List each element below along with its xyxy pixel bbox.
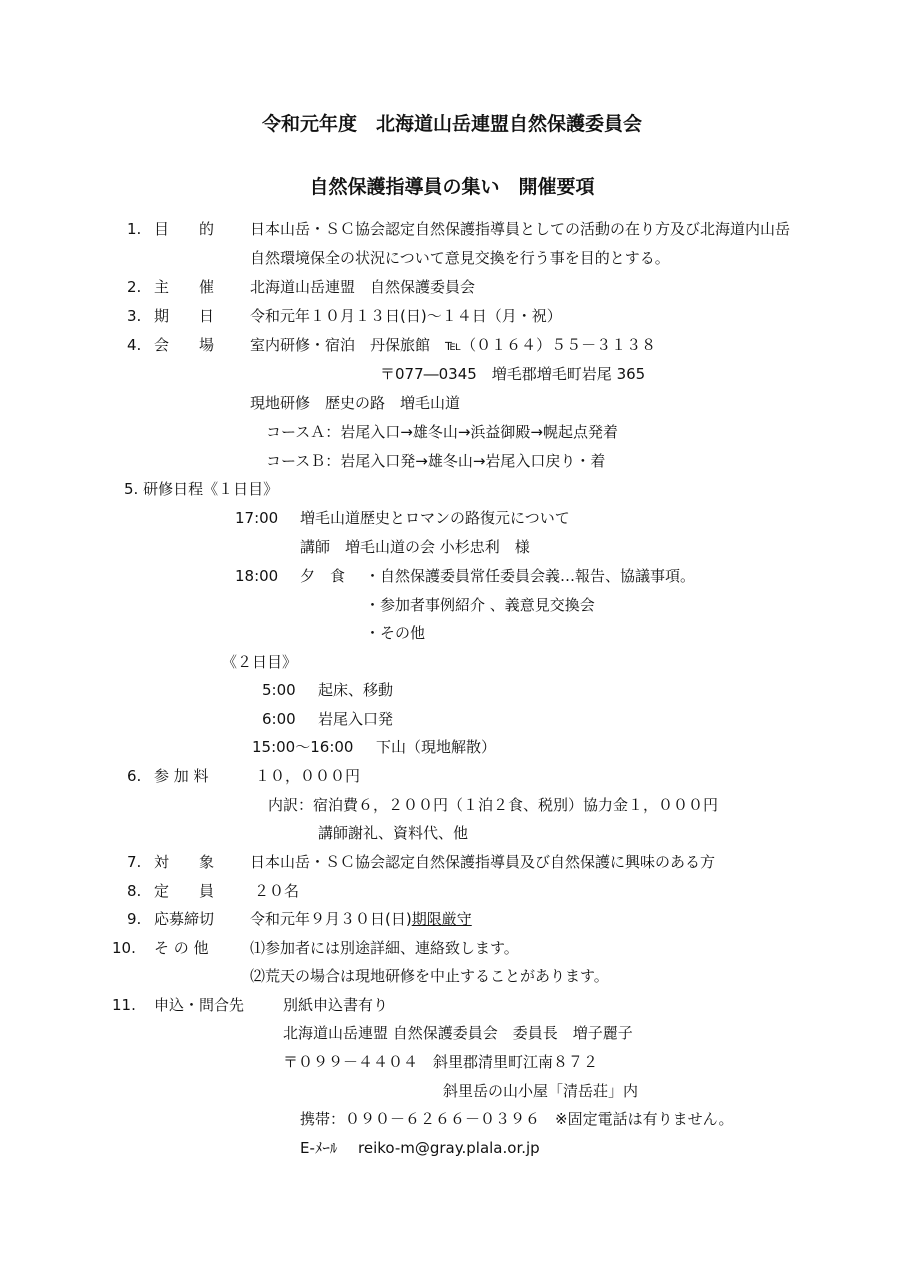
section-8-number: 8. bbox=[127, 882, 142, 900]
section-2-label: 主 催 bbox=[154, 278, 215, 296]
schedule-time-4: 6:00 bbox=[262, 710, 296, 728]
application-form-note: 別紙申込書有り bbox=[283, 996, 389, 1014]
schedule-time-3: 5:00 bbox=[262, 681, 296, 699]
section-3-number: 3. bbox=[127, 307, 142, 325]
deadline-strict: 期限厳守 bbox=[411, 910, 472, 928]
section-7-label: 対 象 bbox=[154, 853, 215, 871]
schedule-event-5: 下山（現地解散） bbox=[376, 738, 497, 756]
section-8-label: 定 員 bbox=[154, 882, 215, 900]
venue-text: 室内研修・宿泊 丹保旅館 ℡（０１６４）５５－３１３８ bbox=[250, 336, 657, 354]
contact-email-label: E-ﾒｰﾙ bbox=[300, 1139, 338, 1157]
section-3-text: 令和元年１０月１３日(日)～１４日（月・祝） bbox=[250, 307, 562, 325]
deadline-date bbox=[250, 908, 472, 930]
section-10-label: そ の 他 bbox=[154, 939, 209, 957]
section-10-number: 10. bbox=[112, 939, 136, 957]
schedule-event-2: 夕 食 bbox=[300, 567, 346, 585]
contact-mobile: 携帯：０９０－６２６６－０３９６ ※固定電話は有りません。 bbox=[300, 1110, 734, 1128]
section-1-text-line-2: 自然環境保全の状況について意見交換を行う事を目的とする。 bbox=[250, 249, 670, 267]
fee-amount: １０，０００円 bbox=[255, 767, 361, 785]
fee-detail-2: 講師謝礼、資料代、他 bbox=[318, 824, 469, 842]
agenda-item-1: ・自然保護委員常任委員会義…報告、協議事項。 bbox=[365, 567, 696, 585]
agenda-item-2: ・参加者事例紹介 、義意見交換会 bbox=[365, 596, 595, 614]
section-1-number: 1. bbox=[127, 220, 142, 238]
contact-email[interactable]: reiko-m@gray.plala.or.jp bbox=[358, 1139, 540, 1157]
section-9-label: 応募締切 bbox=[154, 910, 215, 928]
field-training: 現地研修 歴史の路 増毛山道 bbox=[250, 394, 461, 412]
section-4-label: 会 場 bbox=[154, 336, 215, 354]
schedule-time-1: 17:00 bbox=[235, 509, 279, 527]
contact-organization: 北海道山岳連盟 自然保護委員会 委員長 増子麗子 bbox=[283, 1024, 633, 1042]
section-9-number: 9. bbox=[127, 910, 142, 928]
schedule-event-3: 起床、移動 bbox=[318, 681, 394, 699]
section-7-text: 日本山岳・ＳＣ協会認定自然保護指導員及び自然保護に興味のある方 bbox=[250, 853, 716, 871]
schedule-time-5: 15:00～16:00 bbox=[252, 738, 354, 756]
section-1-label: 目 的 bbox=[154, 220, 215, 238]
venue-address: 〒077―0345 増毛郡増毛町岩尾 365 bbox=[380, 365, 646, 383]
section-4-number: 4. bbox=[127, 336, 142, 354]
day-2-heading: 《２日目》 bbox=[222, 653, 298, 671]
note-2: ⑵荒天の場合は現地研修を中止することがあります。 bbox=[250, 967, 609, 985]
deadline-date-text: 令和元年９月３０日(日) bbox=[250, 910, 412, 928]
section-8-text: ２０名 bbox=[254, 882, 300, 900]
schedule-event-4: 岩尾入口発 bbox=[318, 710, 394, 728]
section-1-text-line-1: 日本山岳・ＳＣ協会認定自然保護指導員としての活動の在り方及び北海道内山岳 bbox=[250, 220, 791, 238]
section-3-label: 期 日 bbox=[154, 307, 215, 325]
section-2-text: 北海道山岳連盟 自然保護委員会 bbox=[250, 278, 476, 296]
title-line-2: 自然保護指導員の集い 開催要項 bbox=[309, 176, 595, 198]
agenda-item-3: ・その他 bbox=[365, 624, 426, 642]
section-6-number: 6. bbox=[127, 767, 142, 785]
section-11-number: 11. bbox=[112, 996, 136, 1014]
section-5-heading: 5. 研修日程《１日目》 bbox=[124, 480, 279, 498]
course-a: コースＡ：岩尾入口→雄冬山→浜益御殿→幌起点発着 bbox=[266, 423, 618, 441]
section-2-number: 2. bbox=[127, 278, 142, 296]
section-11-label: 申込・問合先 bbox=[154, 996, 245, 1014]
section-7-number: 7. bbox=[127, 853, 142, 871]
contact-hut: 斜里岳の山小屋「清岳荘」内 bbox=[443, 1082, 639, 1100]
schedule-event-1: 増毛山道歴史とロマンの路復元について bbox=[300, 509, 570, 527]
fee-detail-1: 内訳：宿泊費６，２００円（１泊２食、税別）協力金１，０００円 bbox=[268, 796, 719, 814]
schedule-time-2: 18:00 bbox=[235, 567, 279, 585]
title-line-1: 令和元年度 北海道山岳連盟自然保護委員会 bbox=[261, 113, 642, 135]
note-1: ⑴参加者には別途詳細、連絡致します。 bbox=[250, 939, 519, 957]
lecturer: 講師 増毛山道の会 小杉忠利 様 bbox=[300, 538, 530, 556]
course-b: コースＢ：岩尾入口発→雄冬山→岩尾入口戻り・着 bbox=[266, 452, 606, 470]
section-6-label: 参 加 料 bbox=[154, 767, 209, 785]
contact-address: 〒０９９－４４０４ 斜里郡清里町江南８７２ bbox=[283, 1053, 599, 1071]
